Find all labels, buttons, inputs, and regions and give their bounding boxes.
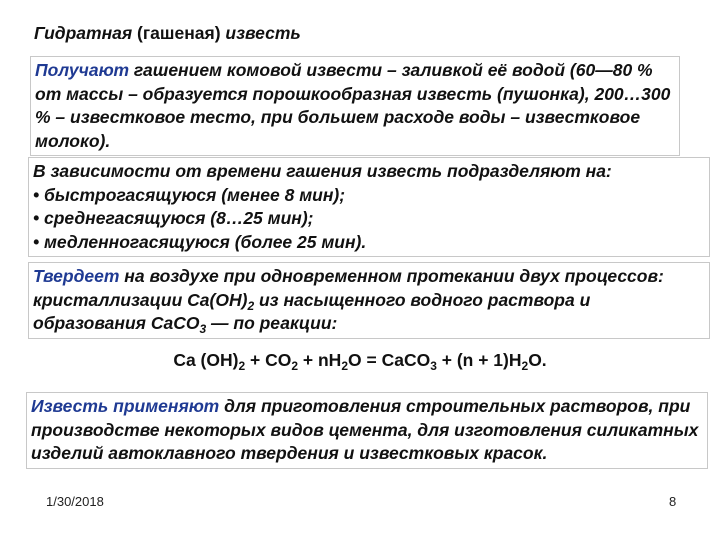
footer-date: 1/30/2018 — [46, 494, 104, 509]
application-lead: Известь применяют — [31, 396, 220, 416]
hardening-text-2: из насыщенного водного раствора и образования CaCO — [33, 289, 591, 333]
formula-part: + CO — [245, 350, 292, 370]
formula-sub: 2 — [521, 359, 529, 373]
obtain-paragraph — [30, 56, 680, 156]
formula-part: Ca (OH) — [173, 350, 239, 370]
application-text: для приготовления строительных растворов, при производстве некоторых видов цемента, для изготовления силикатных изделий автоклавного твердения и известковых красок. — [31, 396, 699, 463]
slide-title — [34, 22, 301, 46]
hardening-paragraph — [28, 262, 710, 339]
hardening-sub-1: 2 — [247, 298, 255, 313]
formula-sub: 2 — [291, 359, 299, 373]
formula-part: + nH — [298, 350, 342, 370]
formula-part: O. — [528, 350, 547, 370]
classification-intro: В зависимости от времени гашения известь подразделяют на: — [33, 161, 612, 181]
classification-item: • среднегасящуюся (8…25 мин); — [33, 208, 314, 228]
classification-item: • медленногасящуюся (более 25 мин). — [33, 231, 367, 252]
reaction-formula — [0, 349, 720, 373]
hardening-text-3: — по реакции: — [206, 313, 338, 333]
formula-sub: 3 — [430, 359, 437, 373]
hardening-text-1: на воздухе при одновременном протекании двух процессов: кристаллизации Ca(OH) — [33, 266, 664, 310]
footer-page-number: 8 — [669, 494, 677, 509]
classification-paragraph — [28, 157, 710, 257]
title-part-3: известь — [225, 23, 301, 43]
obtain-lead: Получают — [35, 60, 130, 80]
title-part-2: (гашеная) — [132, 23, 226, 43]
hardening-lead: Твердеет — [33, 266, 120, 286]
classification-item: • быстрогасящуюся (менее 8 мин); — [33, 184, 346, 205]
title-part-1: Гидратная — [34, 23, 133, 43]
formula-part: + (n + 1)H — [436, 350, 522, 370]
hardening-sub-2: 3 — [199, 322, 207, 336]
obtain-text: гашением комовой извести – заливкой её водой (60—80 % от массы – образуется порошкообразная известь (пушонка), 200…300 % – известковое тесто, при большем расходе воды – известковое молоко). — [35, 60, 671, 151]
formula-sub: 2 — [341, 359, 349, 373]
application-paragraph — [26, 392, 708, 469]
formula-sub: 2 — [238, 359, 246, 373]
formula-part: O = CaCO — [348, 350, 431, 370]
